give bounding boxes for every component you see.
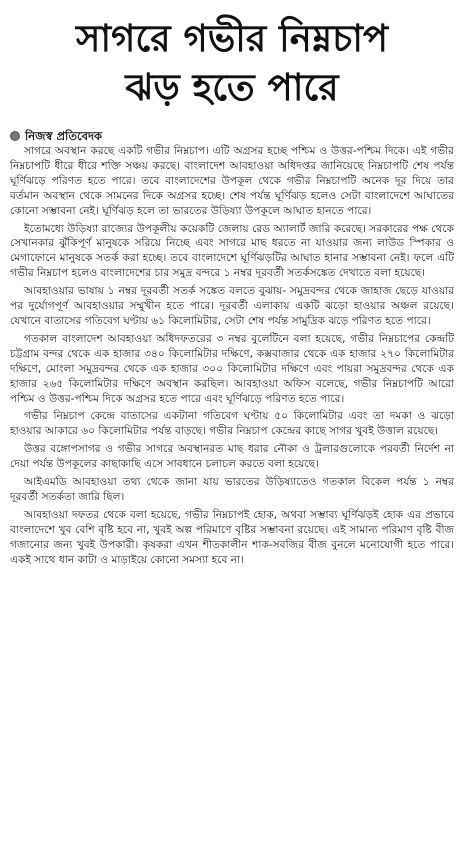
article-paragraph: আবহাওয়ার ভাষায় ১ নম্বর দূরবর্তী সতর্ক সঙ্কেত বলতে বুঝায়- সমুদ্রবন্দর থেকে জাহাজ ছেড়ে যাওয়ার পর দুর্যোগপূর্ণ আবহাওয়ার সম্মুখীন হতে পারে। দূরবর্তী এলাকায় একটি ঝড়ো হাওয়ার অঞ্চল রয়েছে। যেখানে বাতাসের গতিবেগ ঘণ্টায় ৬১ কিলোমিটার, সেটা শেষ পর্যন্ত সামুদ্রিক ঝড়ে পরিণত হতে পারে।: [10, 285, 454, 327]
headline: [10, 0, 454, 112]
article-paragraph: উত্তর বঙ্গোপসাগর ও গভীর সাগরে অবস্থানরত মাছ ধরার নৌকা ও ট্রলারগুলোকে পরবর্তী নির্দেশ না দেয়া পর্যন্ত উপকূলের কাছাকাছি এসে সাবধানে চলাচল করতে বলা হয়েছে।: [10, 443, 454, 471]
article-paragraph: সাগরে অবস্থান করছে একটি গভীর নিম্নচাপ। এটি অগ্রসর হচ্ছে পশ্চিম ও উত্তর-পশ্চিম দিকে। এই গভীর নিম্নচাপটি ধীরে ধীরে শক্তি সঞ্চয় করছে। বাংলাদেশ আবহাওয়া অধিদপ্তর জানিয়েছে নিম্নচাপটি শেষ পর্যন্ত ঘূর্ণিঝড়ে পরিণত হতে পারে। তবে বাংলাদেশের উপকূল থেকে গভীর নিম্নচাপটি অনেক দূর দিয়ে তার বর্তমান অবস্থান থেকে সামনের দিকে অগ্রসর হচ্ছে। শেষ পর্যন্ত ঘূর্ণিঝড় হলেও সেটা বাংলাদেশে আঘাতের কোনো সম্ভাবনা নেই। ঘূর্ণিঝড় হলে তা ভারতের উড়িষ্যা উপকূলে আঘাত হানতে পারে।: [10, 145, 454, 217]
headline-line-2: ঝড় হতে পারে: [125, 66, 339, 109]
bullet-icon: [10, 131, 20, 141]
article-paragraph: গভীর নিম্নচাপ কেন্দ্রে বাতাসের একটানা গতিবেগ ঘণ্টায় ৫০ কিলোমিটার এবং তা দমকা ও ঝড়ো হাওয়ার আকারে ৬০ কিলোমিটার পর্যন্ত বাড়ছে। গভীর নিম্নচাপ কেন্দ্রের কাছে সাগর খুবই উত্তাল রয়েছে।: [10, 410, 454, 438]
article-paragraph: ইতোমধ্যে উড়িষ্যা রাজ্যের উপকূলীয় কয়েকটি জেলায় রেড অ্যালার্ট জারি করেছে। সরকারের পক্ষ থেকে সেখানকার ঝুঁকিপূর্ণ মানুষকে সরিয়ে নিচ্ছে এবং সাগরে মাছ ধরতে না যাওয়ার জন্য লাউড স্পিকার ও মেগাফোনে মানুষকে সতর্ক করা হচ্ছে। তবে বাংলাদেশে ঘূর্ণিঝড়টির আঘাত হানার সম্ভাবনা নেই। ফলে এটি গভীর নিম্নচাপ হলেও বাংলাদেশের চার সমুদ্র বন্দরে ১ নম্বর দূরবর্তী সতর্কসঙ্কেত দেখাতে বলা হয়েছে।: [10, 222, 454, 280]
article-paragraph: আইএমডি আবহাওয়া তথ্য থেকে জানা যায় ভারতের উড়িষ্যাতেও গতকাল বিকেল পর্যন্ত ১ নম্বর দূরবর্তী সতর্কতা জারি ছিল।: [10, 476, 454, 503]
byline-text: নিজস্ব প্রতিবেদক: [25, 129, 103, 143]
byline: [10, 128, 454, 144]
article-paragraph: গতকাল বাংলাদেশ আবহাওয়া অধিদফতরের ৩ নম্বর বুলেটিনে বলা হয়েছে, গভীর নিম্নচাপের কেন্দ্রটি চট্টগ্রাম বন্দর থেকে এক হাজার ৩৪০ কিলোমিটার দক্ষিণে, কক্সবাজার থেকে এক হাজার ২৭০ কিলোমিটার দক্ষিণে, মোংলা সমুদ্রবন্দর থেকে এক হাজার ৩০০ কিলোমিটার দক্ষিণে এবং পায়রা সমুদ্রবন্দর থেকে এক হাজার ২৬৫ কিলোমিটার দক্ষিণে অবস্থান করছিল। আবহাওয়া অফিস বলেছে, গভীর নিম্নচাপটি আরো পশ্চিম ও উত্তর-পশ্চিম দিকে অগ্রসর হতে পারে এবং ঘূর্ণিঝড়ে পরিণত হতে পারে।: [10, 332, 454, 405]
headline-line-1: সাগরে গভীর নিম্নচাপ: [75, 17, 389, 60]
article-paragraph: আবহাওয়া দফতর থেকে বলা হয়েছে, গভীর নিম্নচাপই হোক, অথবা সম্ভাব্য ঘূর্ণিঝড়ই হোক এর প্রভাবে বাংলাদেশে খুব বেশি বৃষ্টি হবে না, খুবই অল্প পরিমাণে বৃষ্টির সম্ভাবনা রয়েছে। এই সামান্য পরিমাণ বৃষ্টি বীজ গজানোর জন্য খুবই উপকারী। কৃষকরা এখন শীতকালীন শাক-সবজির বীজ বুনলে মনোযোগী হতে পারে। একই সাথে ধান কাটা ও মাড়াইয়ে কোনো সমস্যা হবে না।: [10, 508, 454, 566]
article-body: [10, 144, 454, 567]
